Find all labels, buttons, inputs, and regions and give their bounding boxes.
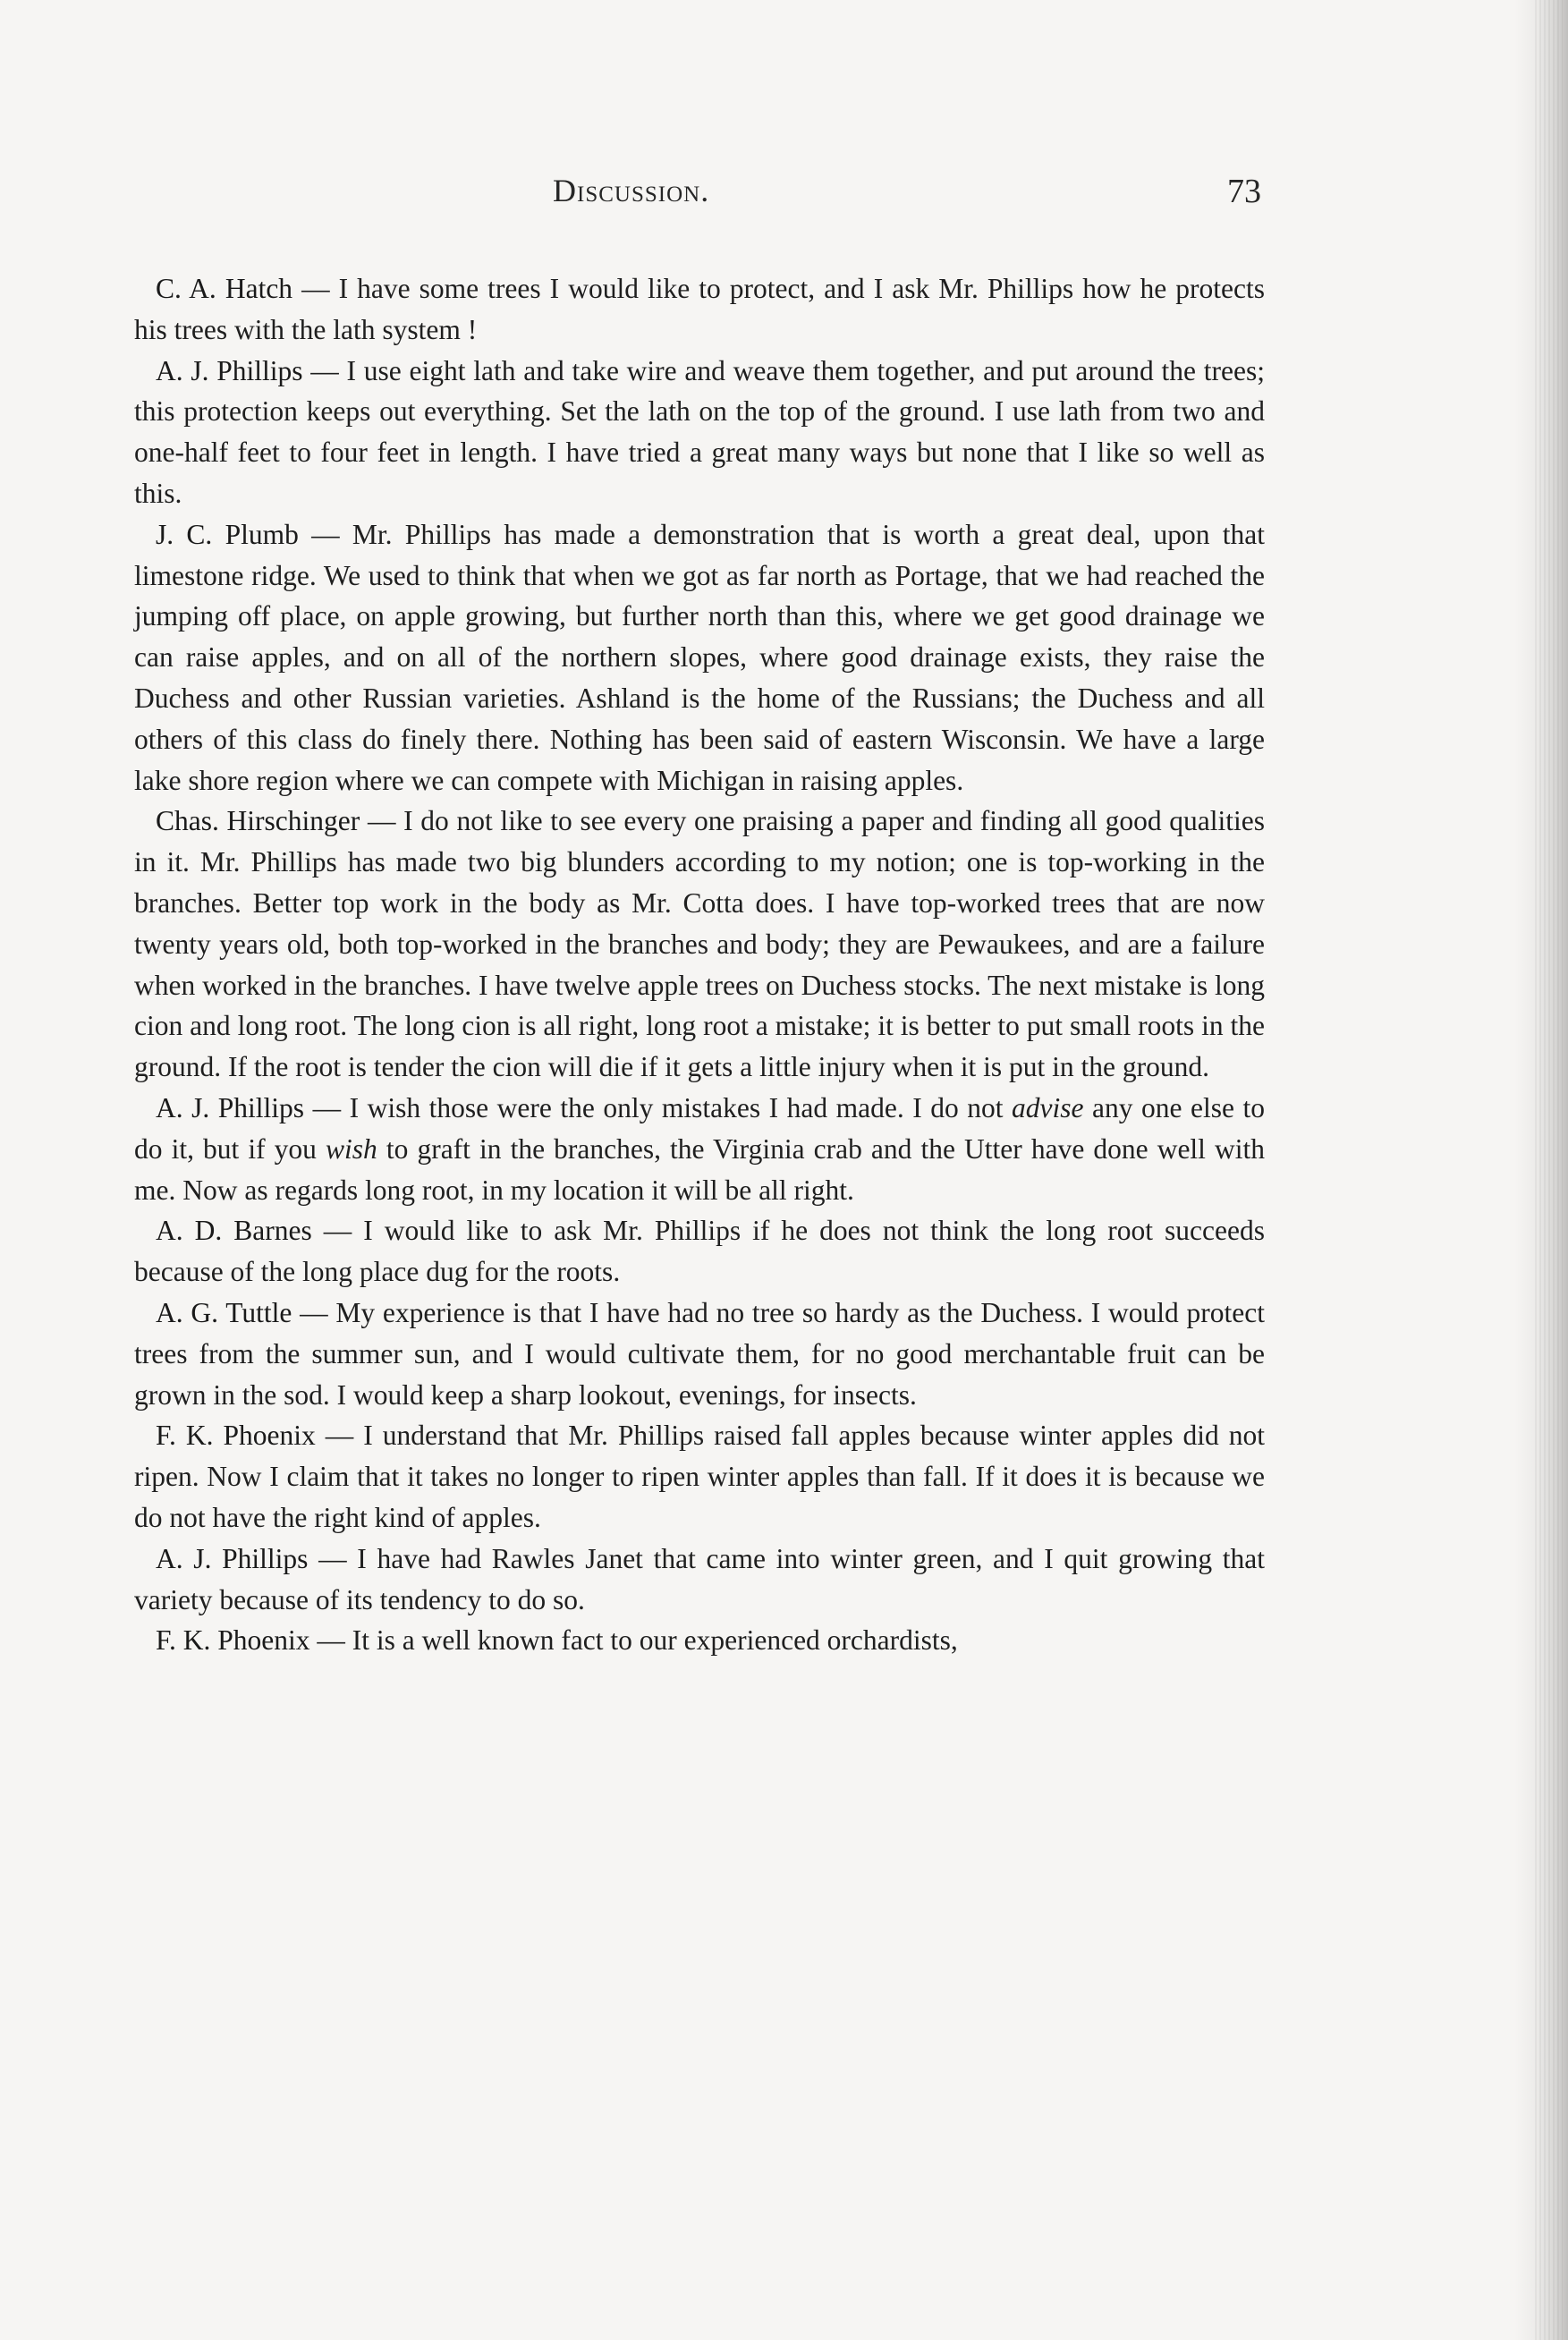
paragraph-phoenix-2 [134,1620,1265,1661]
speaker-name: J. C. Plumb [156,518,299,550]
paragraph-text: — I have some trees I would like to protect, and I ask Mr. Phillips how he protects his trees with the lath system ! [134,273,1265,345]
paragraph-text: to graft in the branches, the Virginia crab and the Utter have done well with me. Now as regards long root, in my location it will be all right. [134,1132,1266,1206]
paragraph-text: — I do not like to see every one praising a paper and finding all good qualities in it. Mr. Phillips has made two big blunders according to my notion; one is top-working in the branches. Better top work in the body as Mr. Cotta does. I have top-worked trees that are now twenty years old, both top-worked in the branches and body; they are Pewaukees, and are a failure when worked in the branches. I have twelve apple trees on Duchess stocks. The next mistake is long cion and long root. The long cion is all right, long root a mistake; it is better to put small roots in the ground. If the root is tender the cion will die if it gets a little injury when it is put in the ground. [134,805,1265,1083]
paragraph-text: — I understand that Mr. Phillips raised fall apples because winter apples did not ripen. Now I claim that it takes no longer to ripen winter apples than fall. If it does it is because we do not have the right kind of apples. [134,1420,1265,1533]
speaker-name: F. K. Phoenix [156,1420,316,1452]
paragraph-text: any one else to do it, but if you [134,1091,1265,1165]
italic-word: wish [326,1132,377,1165]
paragraph-text: — My experience is that I have had no tree so hardy as the Duchess. I would protect trees from the summer sun, and I would cultivate them, for no good merchantable fruit can be grown in the sod. I would keep a sharp lookout, evenings, for insects. [134,1296,1265,1411]
running-title: Discussion. [553,173,710,208]
speaker-name: A. D. Barnes [156,1215,312,1247]
paragraph-text: — I have had Rawles Janet that came into winter green, and I quit growing that variety because of its tendency to do so. [134,1542,1265,1615]
paragraph-text: — I would like to ask Mr. Phillips if he does not think the long root succeeds because of the long place dug for the roots. [134,1215,1265,1288]
page-edge-lines [1532,0,1563,2340]
running-head [132,172,1261,222]
paragraph-hirschinger [134,801,1265,1088]
speaker-name: Chas. Hirschinger [156,805,360,837]
paragraph-plumb [134,514,1265,801]
speaker-name: F. K. Phoenix [156,1624,310,1657]
paragraph-text: — Mr. Phillips has made a demonstration that is worth a great deal, upon that limestone ridge. We used to think that when we got as far north as Portage, that we had reached the jumping off place, on apple growing, but further north than this, where we get good drainage we can raise apples, and on all of the northern slopes, where good drainage exists, they raise the Duchess and other Russian varieties. Ashland is the home of the Russians; the Duchess and all others of this class do finely there. Nothing has been said of eastern Wisconsin. We have a large lake shore region where we can compete with Michigan in raising apples. [134,518,1265,796]
paragraph-phillips-3 [134,1539,1265,1621]
paragraph-phillips-2 [134,1088,1265,1210]
speaker-name: A. J. Phillips [156,354,303,386]
paragraph-phillips-1 [134,351,1265,514]
paragraph-hatch [134,268,1265,351]
paragraph-text: — It is a well known fact to our experienced orchardists, [309,1624,958,1657]
page-number: 73 [1227,173,1261,210]
speaker-name: A. J. Phillips [156,1542,309,1574]
paragraph-tuttle [134,1293,1265,1415]
paragraph-phoenix-1 [134,1415,1265,1538]
speaker-name: A. G. Tuttle [156,1296,292,1328]
paragraph-barnes [134,1210,1265,1293]
paragraph-text: — I wish those were the only mistakes I had made. I do not [304,1091,1013,1123]
discussion-text [134,268,1265,1661]
speaker-name: A. J. Phillips [156,1091,305,1123]
italic-word: advise [1012,1091,1084,1123]
speaker-name: C. A. Hatch [156,273,293,304]
paragraph-text: — I use eight lath and take wire and weave them together, and put around the trees; this protection keeps out everything. Set the lath on the top of the ground. I use lath from two and one-half feet to four feet in length. I have tried a great many ways but none that I like so well as this. [134,354,1265,509]
